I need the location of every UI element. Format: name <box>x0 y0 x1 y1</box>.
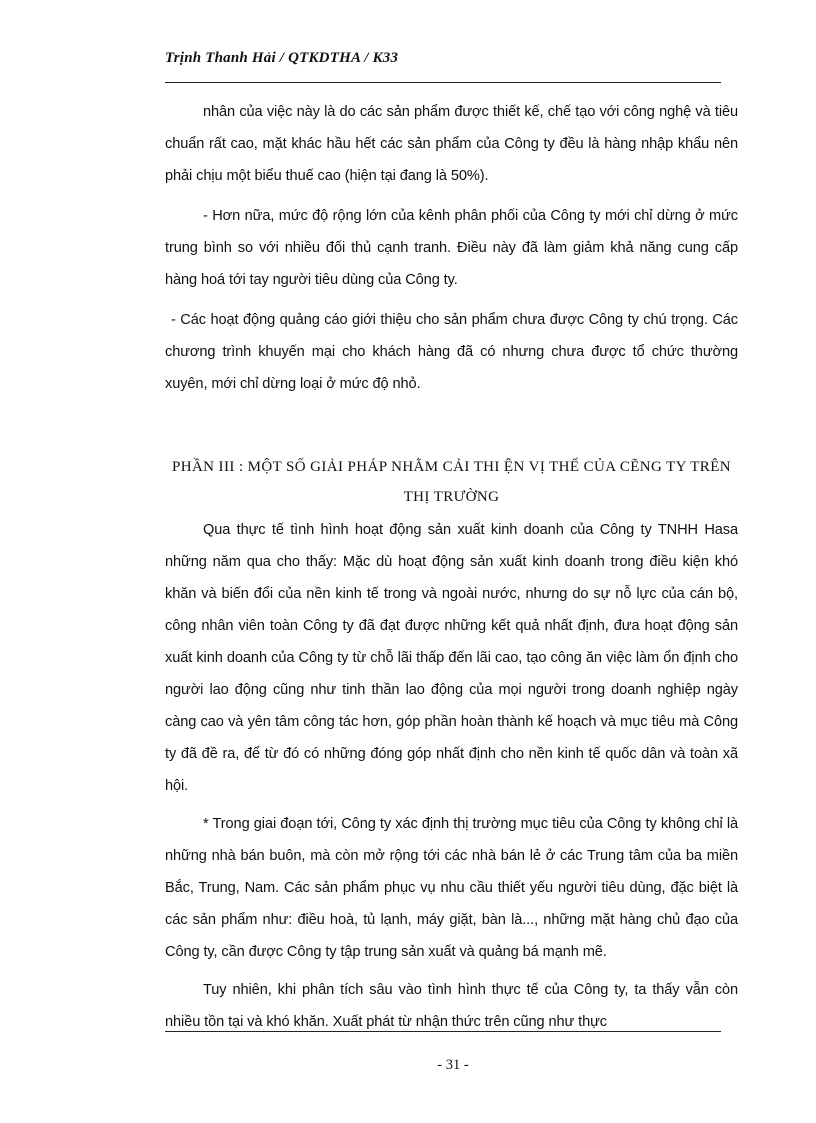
footer-divider <box>165 1031 721 1032</box>
section-heading: PHẦN III : MỘT SỐ GIẢI PHÁP NHẰM CẢI THI ỆN VỊ THẾ CỦA CẼNG TY TRÊN THỊ TRƯỜNG <box>171 459 732 505</box>
running-header: Trịnh Thanh Hải / QTKDTHA / K33 <box>165 50 399 66</box>
paragraph-distribution: - Hơn nữa, mức độ rộng lớn của kênh phân phối của Công ty mới chỉ dừng ở mức trung bình so với nhiều đối thủ cạnh tranh. Điều này đã làm giảm khả năng cung cấp hàng hoá tới tay người tiêu dùng của Công ty. <box>165 208 738 288</box>
paragraph-target-market: * Trong giai đoạn tới, Công ty xác định thị trường mục tiêu của Công ty không chỉ là những nhà bán buôn, mà còn mở rộng tới các nhà bán lẻ ở các Trung tâm của ba miền Bắc, Trung, Nam. Các sản phẩm phục vụ nhu cầu thiết yếu người tiêu dùng, đặc biệt là các sản phẩm như: điều hoà, tủ lạnh, máy giặt, bàn là..., những mặt hàng chủ đạo của Công ty, cần được Công ty tập trung sản xuất và quảng bá mạnh mẽ. <box>165 816 738 960</box>
header-divider <box>165 82 721 83</box>
paragraph-advertising: - Các hoạt động quảng cáo giới thiệu cho sản phẩm chưa được Công ty chú trọng. Các chương trình khuyến mại cho khách hàng đã có nhưng chưa được tổ chức thường xuyên, mới chỉ dừng loại ở mức độ nhỏ. <box>165 312 738 392</box>
page-number: - 31 - <box>437 1057 469 1073</box>
paragraph-overview: Qua thực tế tình hình hoạt động sản xuất kinh doanh của Công ty TNHH Hasa những năm qua cho thấy: Mặc dù hoạt động sản xuất kinh doanh trong điều kiện khó khăn và biến đổi của nền kinh tế trong và ngoài nước, nhưng do sự nỗ lực của cán bộ, công nhân viên toàn Công ty đã đạt được những kết quả nhất định, đưa hoạt động sản xuất kinh doanh của Công ty từ chỗ lãi thấp đến lãi cao, tạo công ăn việc làm ổn định cho người lao động cũng như tinh thần lao động của mọi người trong doanh nghiệp ngày càng cao và yên tâm công tác hơn, góp phần hoàn thành kế hoạch và mục tiêu mà Công ty đã đề ra, để từ đó có những đóng góp nhất định cho nền kinh tế quốc dân và toàn xã hội. <box>165 522 738 794</box>
document-body <box>165 96 738 1038</box>
paragraph-continuation: nhân của việc này là do các sản phẩm được thiết kế, chế tạo với công nghệ và tiêu chuẩn rất cao, mặt khác hầu hết các sản phẩm của Công ty đều là hàng nhập khẩu nên phải chịu một biểu thuế cao (hiện tại đang là 50%). <box>165 104 738 184</box>
paragraph-challenges: Tuy nhiên, khi phân tích sâu vào tình hình thực tế của Công ty, ta thấy vẫn còn nhiều tồn tại và khó khăn. Xuất phát từ nhận thức trên cũng như thực <box>165 982 738 1030</box>
